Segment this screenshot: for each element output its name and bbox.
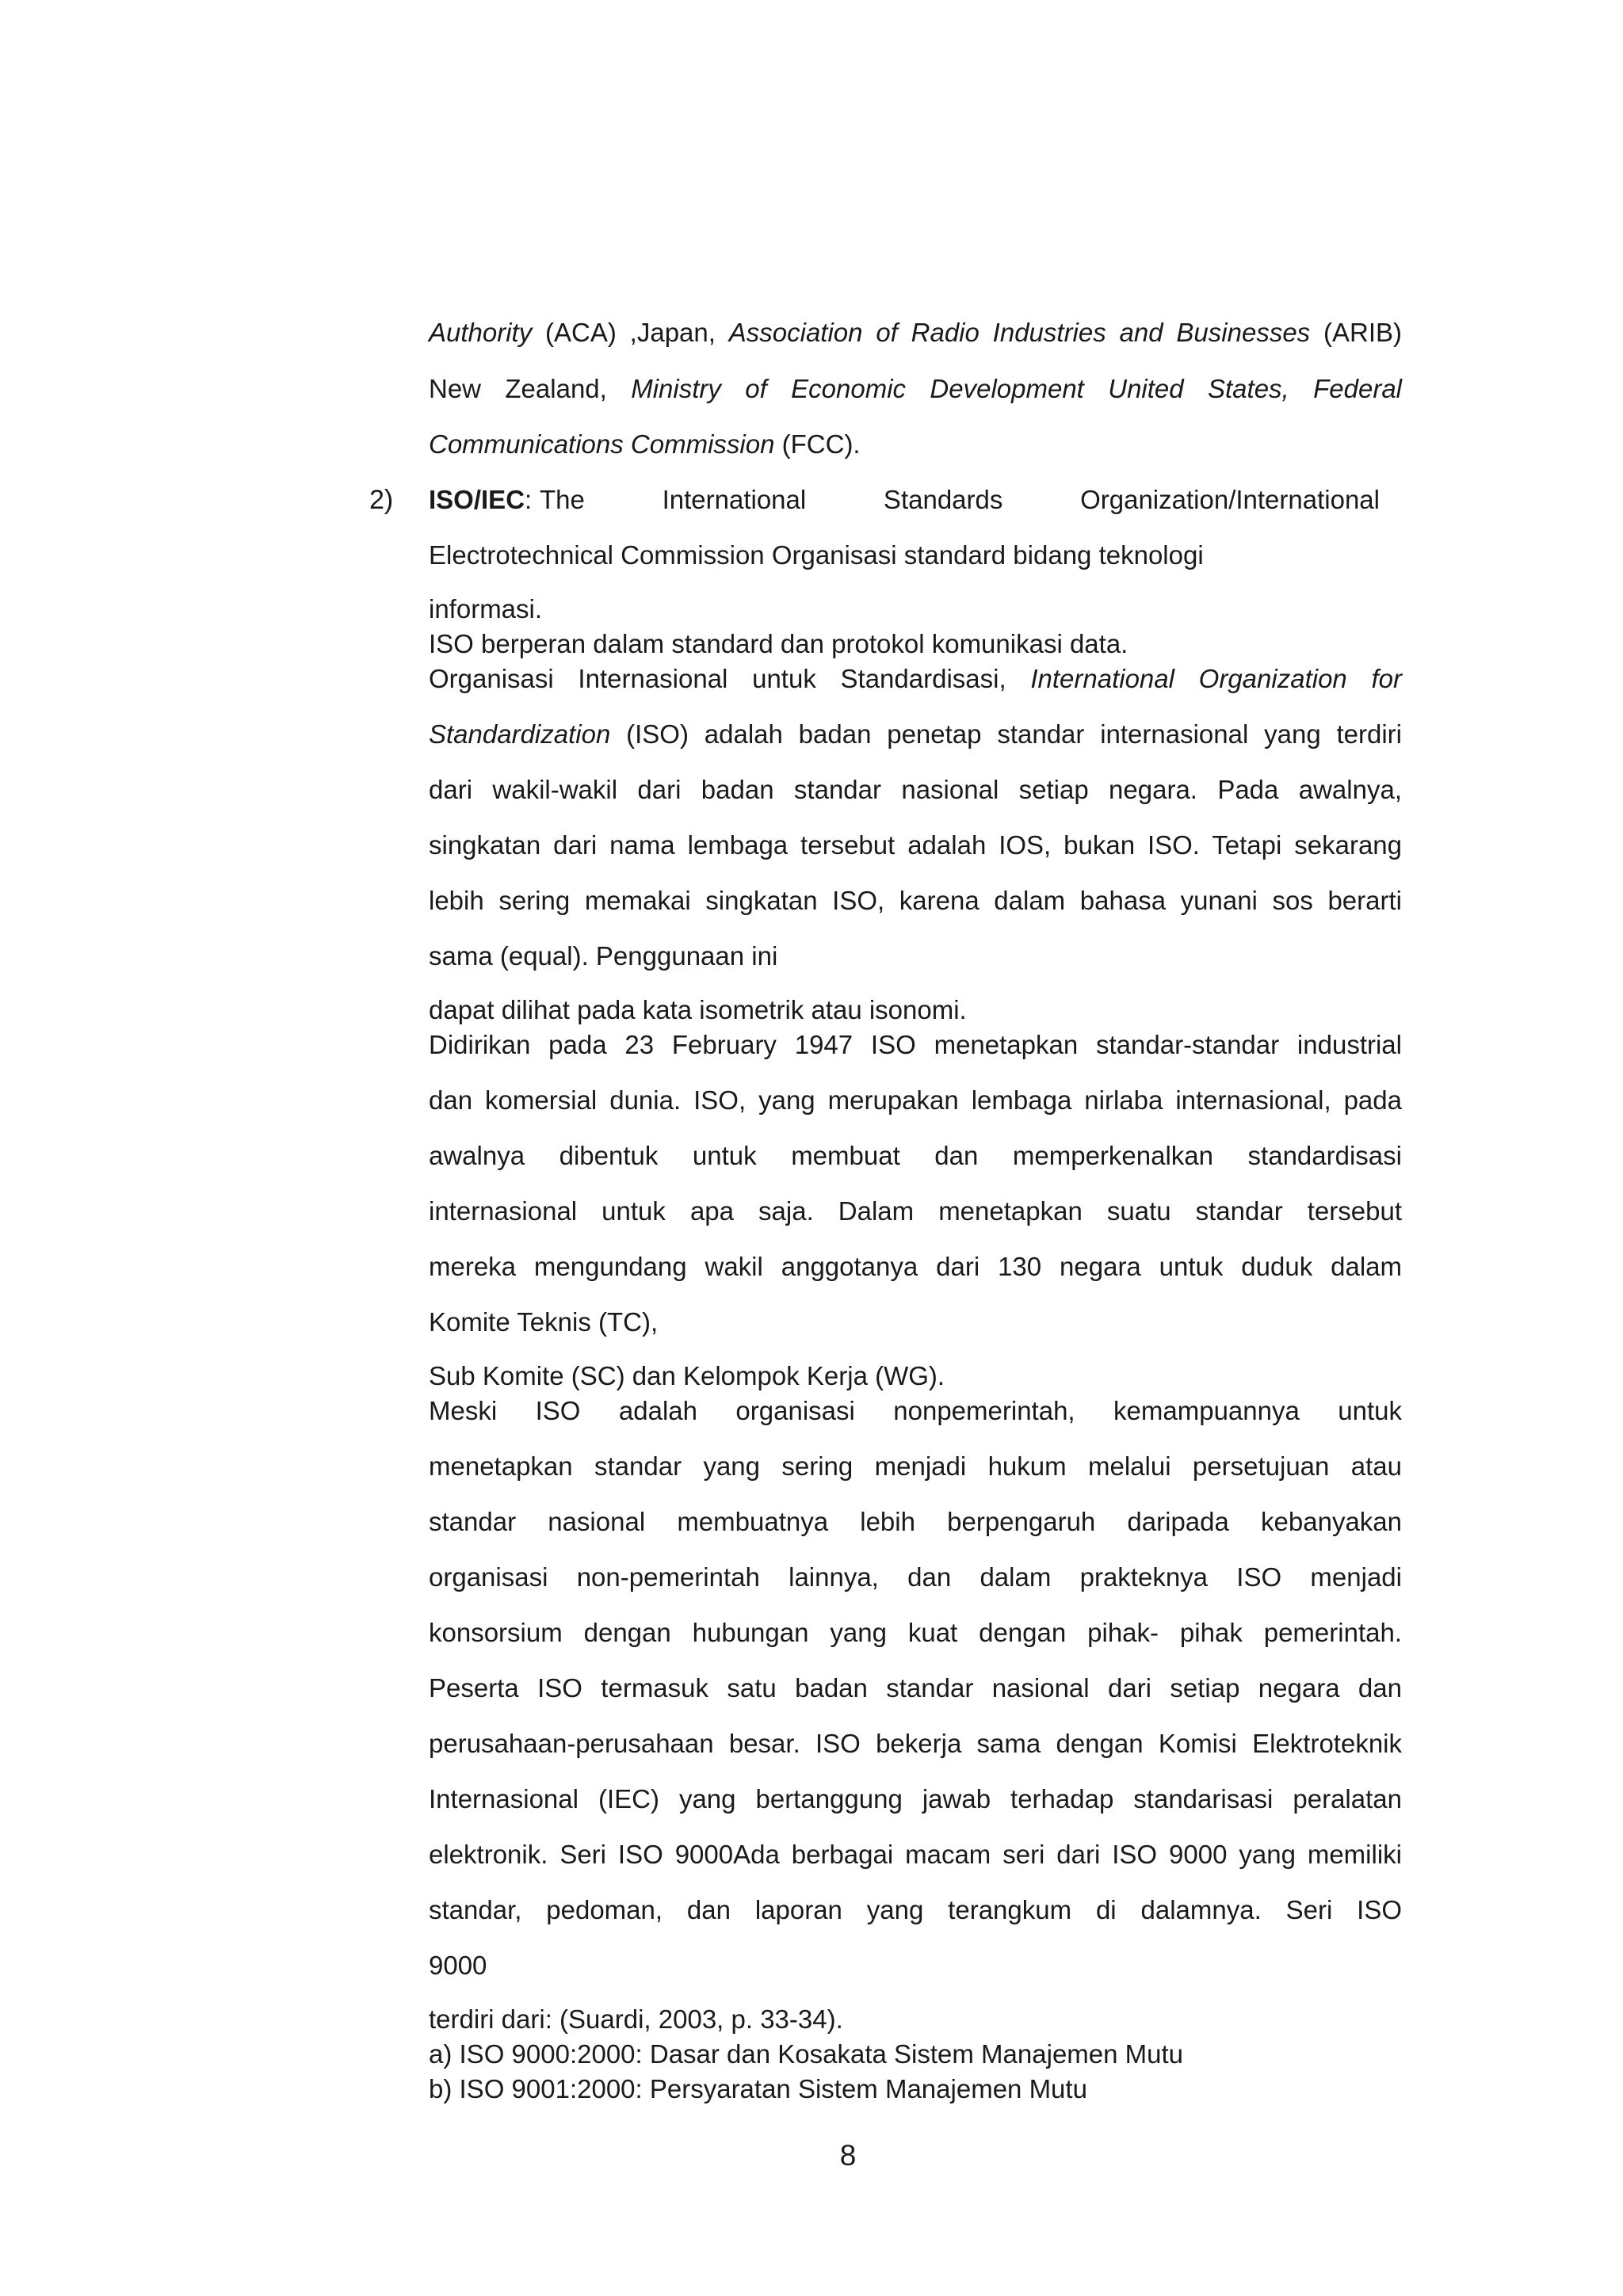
para3-line-8: Internasional (IEC) yang bertanggung jawab terhadap standarisasi peralatan — [429, 1784, 1402, 1814]
list-number-2: 2) — [369, 485, 394, 515]
para1-line-7: dapat dilihat pada kata isometrik atau isonomi. — [429, 995, 967, 1024]
para3-line-4: organisasi non-pemerintah lainnya, dan dalam prakteknya ISO menjadi — [429, 1562, 1402, 1592]
para3-line-12: terdiri dari: (Suardi, 2003, p. 33-34). — [429, 2004, 843, 2034]
item2-line-1: ISO/IEC: The International Standards Organization/International — [429, 485, 1380, 514]
item2-line-4: ISO berperan dalam standard dan protokol komunikasi data. — [429, 629, 1128, 658]
continuation-line-3: Communications Commission (FCC). — [429, 429, 861, 459]
para3-line-2: menetapkan standar yang sering menjadi hukum melalui persetujuan atau — [429, 1451, 1402, 1481]
para3-line-10: standar, pedoman, dan laporan yang terangkum di dalamnya. Seri ISO — [429, 1895, 1402, 1924]
para2-line-3: awalnya dibentuk untuk membuat dan memperkenalkan standardisasi — [429, 1141, 1402, 1170]
list-item-a: a) ISO 9000:2000: Dasar dan Kosakata Sistem Manajemen Mutu — [429, 2039, 1184, 2069]
list-item-b: b) ISO 9001:2000: Persyaratan Sistem Manajemen Mutu — [429, 2074, 1087, 2103]
para2-line-5: mereka mengundang wakil anggotanya dari 130 negara untuk duduk dalam — [429, 1252, 1402, 1281]
para1-line-4: singkatan dari nama lembaga tersebut adalah IOS, bukan ISO. Tetapi sekarang — [429, 830, 1402, 860]
para1-line-3: dari wakil-wakil dari badan standar nasional setiap negara. Pada awalnya, — [429, 775, 1402, 804]
term-arib: Association of Radio Industries and Businesses — [728, 318, 1311, 347]
para3-line-7: perusahaan-perusahaan besar. ISO bekerja sama dengan Komisi Elektroteknik — [429, 1729, 1402, 1758]
para1-line-6: sama (equal). Penggunaan ini — [429, 941, 778, 971]
para2-line-6: Komite Teknis (TC), — [429, 1307, 659, 1337]
para2-line-1: Didirikan pada 23 February 1947 ISO menetapkan standar-standar industrial — [429, 1030, 1402, 1059]
term-authority: Authority — [429, 318, 533, 347]
para3-line-11: 9000 — [429, 1951, 487, 1980]
iso-iec-term: ISO/IEC — [429, 485, 525, 514]
para2-line-4: internasional untuk apa saja. Dalam menetapkan suatu standar tersebut — [429, 1196, 1402, 1226]
para3-line-9: elektronik. Seri ISO 9000Ada berbagai macam seri dari ISO 9000 yang memiliki — [429, 1840, 1402, 1869]
term-fcc: Communications Commission — [429, 429, 775, 459]
para1-line-5: lebih sering memakai singkatan ISO, karena dalam bahasa yunani sos berarti — [429, 886, 1402, 915]
continuation-line-2: New Zealand, Ministry of Economic Development United States, Federal — [429, 374, 1402, 403]
continuation-line-1: Authority (ACA) ,Japan, Association of Radio Industries and Businesses (ARIB) — [429, 318, 1402, 347]
para1-line-1: Organisasi Internasional untuk Standardisasi, International Organization for — [429, 664, 1402, 693]
item2-line-3: informasi. — [429, 594, 543, 624]
page-number: 8 — [839, 2139, 857, 2172]
term-ministry: Ministry of Economic Development United States, Federal — [631, 374, 1402, 403]
para3-line-6: Peserta ISO termasuk satu badan standar nasional dari setiap negara dan — [429, 1673, 1402, 1703]
para3-line-3: standar nasional membuatnya lebih berpengaruh daripada kebanyakan — [429, 1507, 1402, 1536]
para1-line-2: Standardization (ISO) adalah badan penetap standar internasional yang terdiri — [429, 719, 1402, 749]
para3-line-5: konsorsium dengan hubungan yang kuat dengan pihak- pihak pemerintah. — [429, 1618, 1402, 1647]
para3-line-1: Meski ISO adalah organisasi nonpemerintah, kemampuannya untuk — [429, 1396, 1402, 1425]
para2-line-2: dan komersial dunia. ISO, yang merupakan lembaga nirlaba internasional, pada — [429, 1085, 1402, 1115]
item2-line-2: Electrotechnical Commission Organisasi standard bidang teknologi — [429, 540, 1204, 570]
para2-line-7: Sub Komite (SC) dan Kelompok Kerja (WG). — [429, 1361, 945, 1390]
